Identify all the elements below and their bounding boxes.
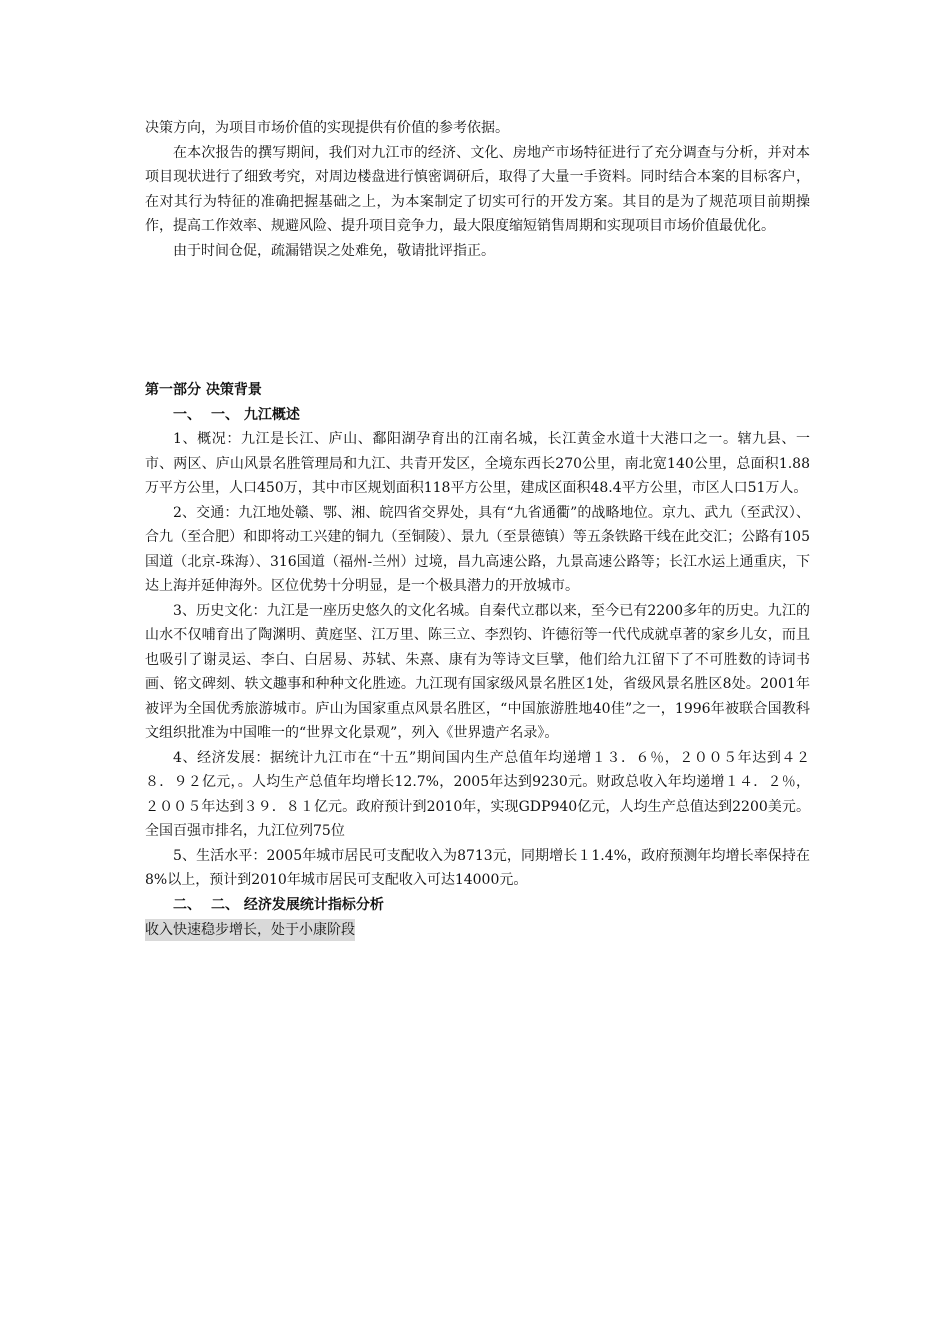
heading-text: 二、 经济发展统计指标分析	[211, 896, 384, 913]
document-page	[145, 116, 810, 941]
heading-number: 二、	[173, 896, 201, 913]
heading-jiujiang-overview	[145, 403, 810, 428]
spacer	[145, 263, 810, 378]
intro-paragraph-3: 由于时间仓促，疏漏错误之处难免，敬请批评指正。	[173, 242, 495, 259]
item-economy: 4、经济发展：据统计九江市在“十五”期间国内生产总值年均递增１３．６％，２００５年达到４２８．９２亿元，。人均生产总值年均增长12.7%，2005年达到9230元。财政总收入年均递增１４．２％，２００５年达到３９．８１亿元。政府预计到2010年，实现GDP940亿元，人均生产总值达到2200美元。全国百强市排名，九江位列75位	[145, 749, 810, 839]
heading-economic-indicators	[145, 893, 810, 918]
item-living-standard: 5、生活水平：2005年城市居民可支配收入为8713元，同期增长１1.4%，政府预测年均增长率保持在8%以上，预计到2010年城市居民可支配收入可达14000元。	[145, 847, 810, 888]
highlight-row	[145, 917, 810, 941]
highlighted-subheading: 收入快速稳步增长，处于小康阶段	[145, 919, 355, 941]
item-transport: 2、交通：九江地处赣、鄂、湘、皖四省交界处，具有“九省通衢”的战略地位。京九、武九（至武汉）、合九（至合肥）和即将动工兴建的铜九（至铜陵）、景九（至景德镇）等五条铁路干线在此交汇；公路有105国道（北京-珠海）、316国道（福州-兰州）过境，昌九高速公路，九景高速公路等；长江水运上通重庆，下达上海并延伸海外。区位优势十分明显，是一个极具潜力的开放城市。	[145, 504, 810, 594]
part-title: 第一部分 决策背景	[145, 382, 262, 398]
item-overview: 1、概况：九江是长江、庐山、鄱阳湖孕育出的江南名城，长江黄金水道十大港口之一。辖九县、一市、两区、庐山风景名胜管理局和九江、共青开发区，全境东西长270公里，南北宽140公里，总面积1.88万平方公里，人口450万，其中市区规划面积118平方公里，建成区面积48.4平方公里，市区人口51万人。	[145, 431, 810, 496]
item-history-culture: 3、历史文化：九江是一座历史悠久的文化名城。自秦代立郡以来，至今已有2200多年的历史。九江的山水不仅哺育出了陶渊明、黄庭坚、江万里、陈三立、李烈钧、许德衍等一代代成就卓著的家乡儿女，而且也吸引了谢灵运、李白、白居易、苏轼、朱熹、康有为等诗文巨擘，他们给九江留下了不可胜数的诗词书画、铭文碑刻、轶文趣事和种种文化胜迹。九江现有国家级风景名胜区1处，省级风景名胜区8处。2001年被评为全国优秀旅游城市。庐山为国家重点风景名胜区，“中国旅游胜地40佳”之一，1996年被联合国教科文组织批准为中国唯一的“世界文化景观”，列入《世界遗产名录》。	[145, 602, 810, 741]
intro-paragraph-1: 决策方向，为项目市场价值的实现提供有价值的参考依据。	[145, 120, 509, 136]
heading-number: 一、	[173, 406, 201, 423]
heading-text: 一、 九江概述	[211, 406, 300, 423]
intro-paragraph-2: 在本次报告的撰写期间，我们对九江市的经济、文化、房地产市场特征进行了充分调查与分析，并对本项目现状进行了细致考究，对周边楼盘进行慎密调研后，取得了大量一手资料。同时结合本案的目标客户，在对其行为特征的准确把握基础之上，为本案制定了切实可行的开发方案。其目的是为了规范项目前期操作，提高工作效率、规避风险、提升项目竞争力，最大限度缩短销售周期和实现项目市场价值最优化。	[145, 144, 810, 234]
